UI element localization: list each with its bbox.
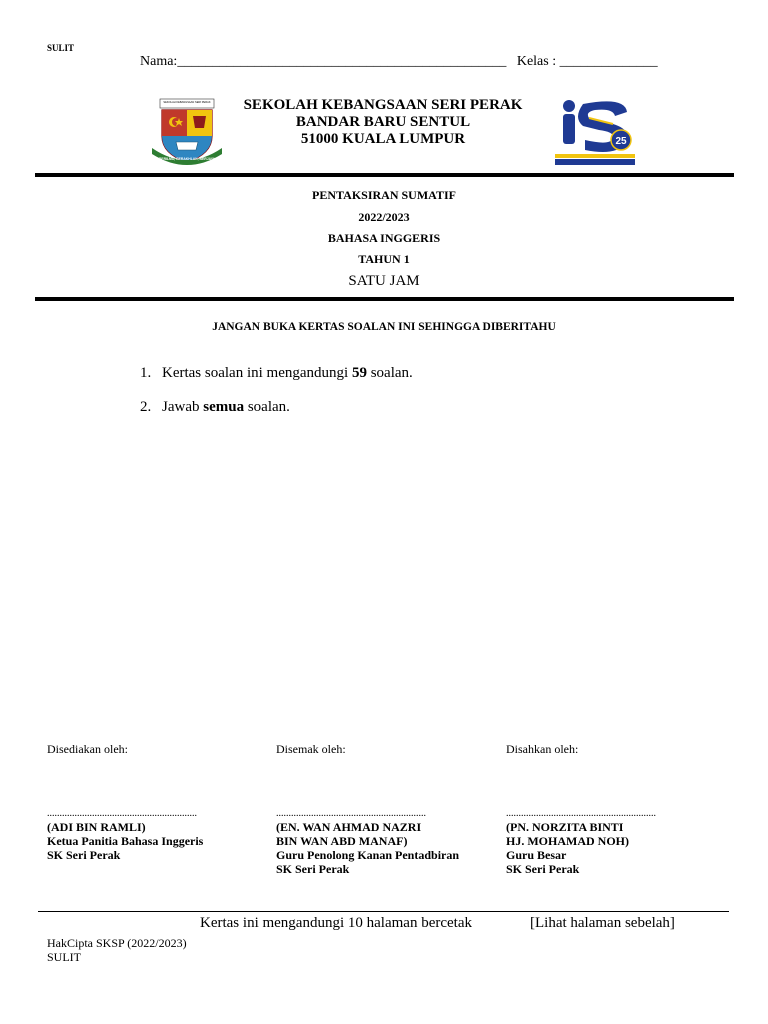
name-class-line (140, 54, 658, 70)
header-rule-bottom (35, 297, 734, 301)
instruction-item-1: 1. Kertas soalan ini mengandungi 59 soalan. (140, 365, 413, 381)
footer-next-page: [Lihat halaman sebelah] (530, 915, 675, 931)
signature-label-checked: Disemak oleh: (276, 742, 346, 756)
school-address-line3: 51000 KUALA LUMPUR (300, 131, 466, 147)
exam-subject: BAHASA INGGERIS (327, 231, 441, 245)
footer-rule (38, 911, 729, 912)
signature-block-checked: (EN. WAN AHMAD NAZRI BIN WAN ABD MANAF) Guru Penolong Kanan Pentadbiran SK Seri Perak (276, 820, 460, 876)
crest-motto: BERILMU, BERAKHLAK, BERJAYA (158, 157, 216, 161)
sulit-label-bottom: SULIT (47, 950, 81, 964)
warning-notice: JANGAN BUKA KERTAS SOALAN INI SEHINGGA DIBERITAHU (212, 321, 556, 333)
kelas-blank: ______________ (559, 54, 658, 69)
logo-25-number: 25 (615, 136, 627, 147)
signature-block-prepared: (ADI BIN RAMLI) Ketua Panitia Bahasa Inggeris SK Seri Perak (47, 820, 204, 862)
exam-year: 2022/2023 (358, 210, 410, 224)
signature-label-approved: Disahkan oleh: (506, 742, 579, 756)
school-name: SEKOLAH KEBANGSAAN SERI PERAK (243, 97, 523, 113)
exam-title: PENTAKSIRAN SUMATIF (312, 188, 456, 202)
signature-line-approved: ............................................................ (506, 808, 656, 819)
signature-line-prepared: ............................................................ (47, 808, 197, 819)
kelas-label: Kelas : (516, 54, 557, 69)
instruction-item-2: 2. Jawab semua soalan. (140, 399, 290, 415)
school-crest-icon (146, 98, 228, 168)
sulit-label-top: SULIT (47, 43, 75, 53)
signature-label-prepared: Disediakan oleh: (47, 742, 128, 756)
header-rule-top (35, 173, 734, 177)
copyright-text: HakCipta SKSP (2022/2023) (47, 936, 187, 950)
nama-blank: _______________________________________________ (177, 54, 507, 69)
copyright-block (47, 936, 187, 964)
signature-line-checked: ............................................................ (276, 808, 426, 819)
anniversary-logo-icon (555, 98, 635, 166)
crest-top-text: SEKOLAH KEBANGSAAN SERI PERAK (163, 101, 211, 104)
exam-level: TAHUN 1 (358, 252, 410, 266)
nama-label: Nama: (140, 54, 178, 69)
school-address-line2: BANDAR BARU SENTUL (295, 114, 471, 130)
signature-block-approved: (PN. NORZITA BINTI HJ. MOHAMAD NOH) Guru Besar SK Seri Perak (506, 820, 629, 876)
footer-page-count: Kertas ini mengandungi 10 halaman bercetak (200, 915, 472, 931)
school-header (230, 97, 536, 148)
exam-duration: SATU JAM (348, 273, 420, 289)
